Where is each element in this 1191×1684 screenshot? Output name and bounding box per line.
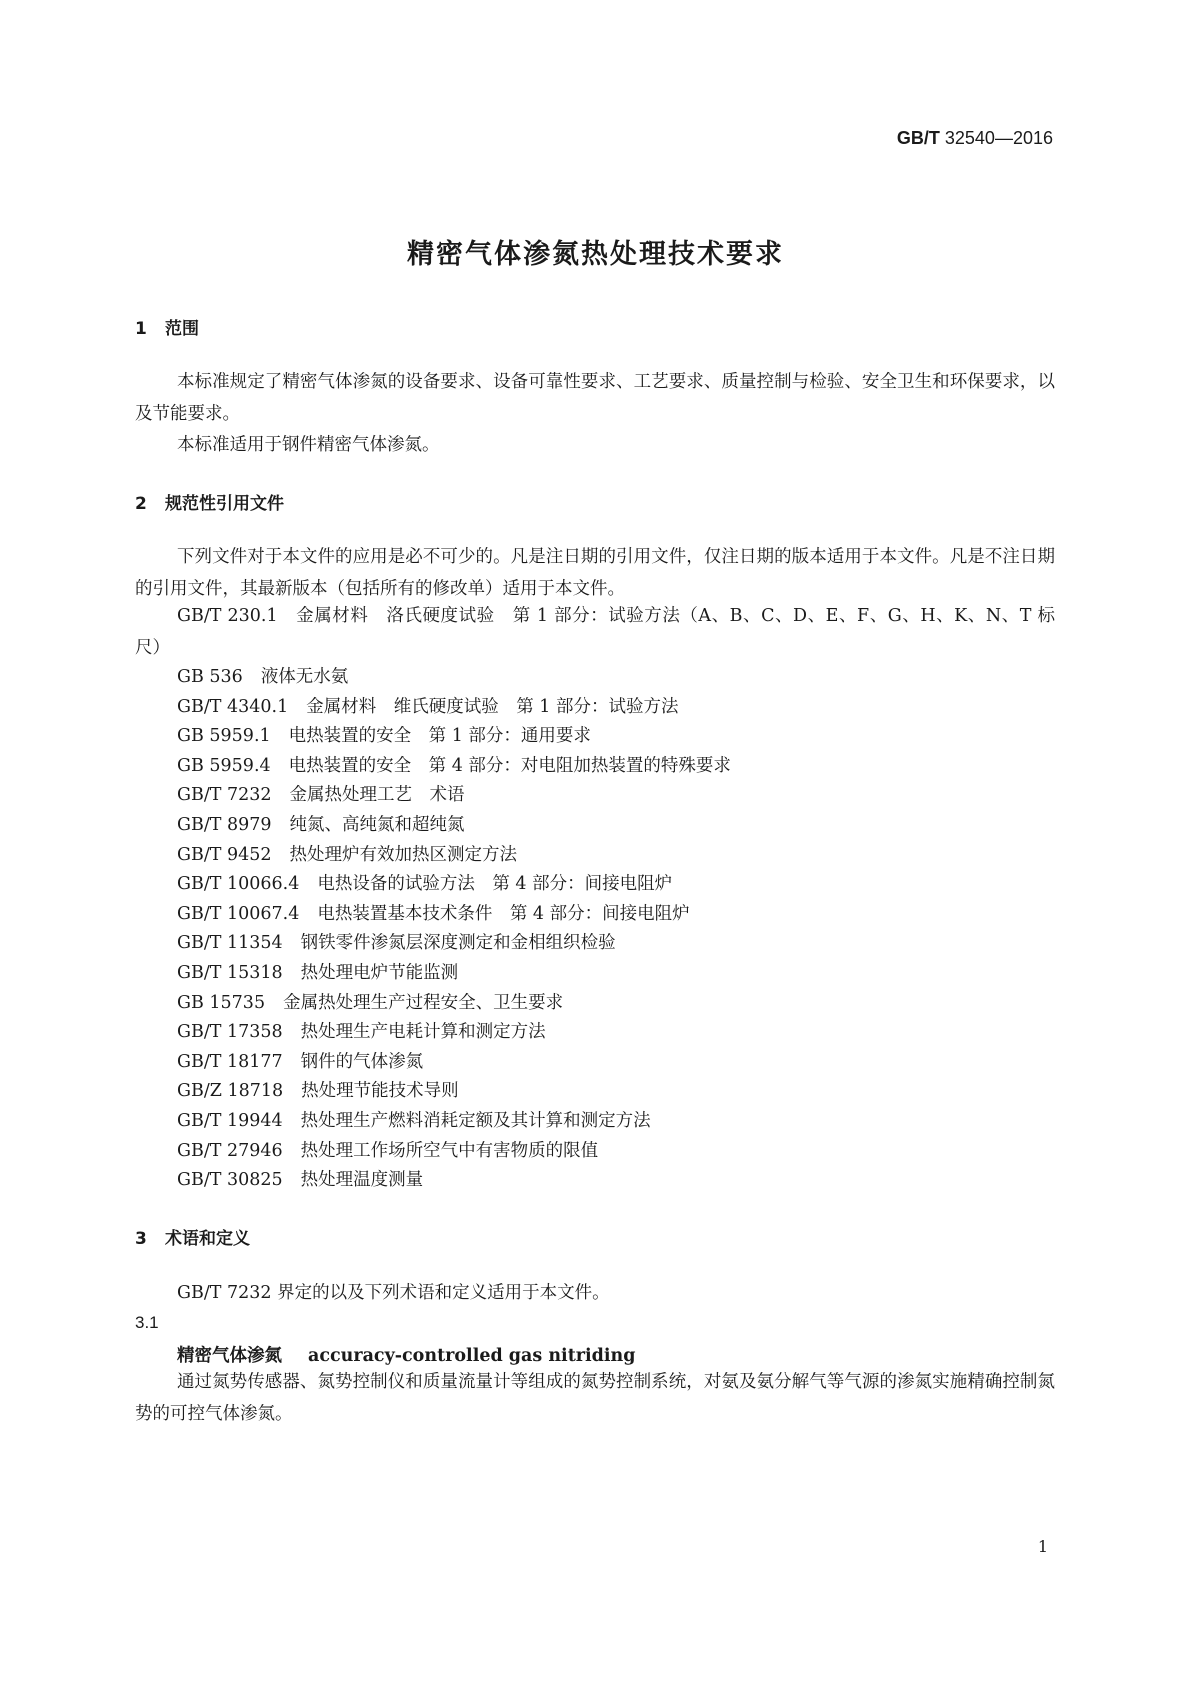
reference-title: 电热装置的安全 第 1 部分：通用要求 xyxy=(288,726,591,747)
reference-title: 热处理节能技术导则 xyxy=(301,1081,459,1102)
reference-title: 液体无水氨 xyxy=(260,667,349,687)
standard-number xyxy=(897,128,1053,149)
reference-code: GB/T 18177 xyxy=(177,1051,283,1072)
reference-title: 热处理电炉节能监测 xyxy=(300,963,459,983)
reference-title: 热处理生产燃料消耗定额及其计算和测定方法 xyxy=(300,1111,651,1131)
reference-item xyxy=(177,1135,598,1167)
reference-item xyxy=(177,809,465,841)
reference-code: GB 536 xyxy=(177,667,243,687)
reference-item xyxy=(177,750,731,782)
reference-code: GB 5959.1 xyxy=(177,726,271,747)
reference-code: GB/T 4340.1 xyxy=(177,696,289,717)
reference-code: GB/T 19944 xyxy=(177,1111,283,1131)
section-heading-terms: 3 术语和定义 xyxy=(135,1229,250,1249)
reference-title: 钢铁零件渗氮层深度测定和金相组织检验 xyxy=(300,933,616,954)
scope-paragraph-2: 本标准适用于钢件精密气体渗氮。 xyxy=(177,435,440,455)
reference-code: GB 5959.4 xyxy=(177,755,271,776)
reference-code: GB/T 11354 xyxy=(177,933,283,954)
reference-code: GB/T 9452 xyxy=(177,844,272,865)
reference-code: GB/T 15318 xyxy=(177,963,283,983)
term-chinese: 精密气体渗氮 xyxy=(177,1346,282,1366)
reference-title: 热处理生产电耗计算和测定方法 xyxy=(300,1022,546,1043)
reference-item xyxy=(177,1016,546,1048)
reference-title: 金属热处理生产过程安全、卫生要求 xyxy=(283,992,564,1013)
reference-item xyxy=(177,691,678,723)
term-heading xyxy=(177,1342,636,1367)
reference-item xyxy=(177,1046,423,1078)
reference-title: 纯氮、高纯氮和超纯氮 xyxy=(289,815,465,835)
section-heading-scope: 1 范围 xyxy=(135,319,199,339)
reference-code: GB/T 7232 xyxy=(177,785,272,806)
document-title: 精密气体渗氮热处理技术要求 xyxy=(407,239,784,270)
term-english: accuracy-controlled gas nitriding xyxy=(308,1346,636,1366)
standard-prefix: GB/T xyxy=(896,128,940,148)
standard-code: 32540—2016 xyxy=(944,128,1053,148)
reference-item xyxy=(177,957,458,989)
term-definition: 通过氮势传感器、氮势控制仪和质量流量计等组成的氮势控制系统，对氨及氨分解气等气源的渗氮实施精确控制氮势的可控气体渗氮。 xyxy=(135,1372,1055,1424)
clause-number: 3.1 xyxy=(135,1313,159,1332)
reference-code: GB/Z 18718 xyxy=(177,1081,284,1102)
reference-title: 电热设备的试验方法 第 4 部分：间接电阻炉 xyxy=(317,874,673,895)
reference-code: GB/T 27946 xyxy=(177,1140,283,1161)
reference-item xyxy=(177,1105,651,1137)
reference-code: GB/T 10067.4 xyxy=(177,903,300,924)
reference-item xyxy=(177,987,563,1019)
reference-title: 热处理炉有效加热区测定方法 xyxy=(289,844,518,865)
reference-code: GB/T 17358 xyxy=(177,1022,283,1043)
reference-code: GB/T 8979 xyxy=(177,815,272,835)
reference-item xyxy=(177,839,517,871)
reference-title: 金属材料 维氏硬度试验 第 1 部分：试验方法 xyxy=(306,696,679,717)
section-heading-normative-references: 2 规范性引用文件 xyxy=(135,494,284,514)
scope-paragraph-1: 本标准规定了精密气体渗氮的设备要求、设备可靠性要求、工艺要求、质量控制与检验、安全卫生和环保要求，以及节能要求。 xyxy=(135,372,1055,424)
reference-item xyxy=(177,720,591,752)
reference-item xyxy=(177,779,465,811)
reference-code: GB/T 30825 xyxy=(177,1170,283,1191)
reference-code: GB 15735 xyxy=(177,992,266,1013)
reference-item xyxy=(177,868,672,900)
reference-item xyxy=(177,1164,423,1196)
reference-item xyxy=(177,898,690,930)
reference-title: 电热装置的安全 第 4 部分：对电阻加热装置的特殊要求 xyxy=(288,755,731,776)
reference-item xyxy=(177,661,348,693)
reference-title: 钢件的气体渗氮 xyxy=(300,1051,424,1072)
reference-code: GB/T 10066.4 xyxy=(177,874,300,895)
page-number: 1 xyxy=(1037,1537,1048,1556)
normative-intro: 下列文件对于本文件的应用是必不可少的。凡是注日期的引用文件，仅注日期的版本适用于本文件。凡是不注日期的引用文件，其最新版本（包括所有的修改单）适用于本文件。 xyxy=(135,547,1055,599)
reference-title: 热处理温度测量 xyxy=(300,1170,424,1191)
reference-item xyxy=(177,1075,459,1107)
reference-item: GB/T 230.1 金属材料 洛氏硬度试验 第 1 部分：试验方法（A、B、C、D、E、F、G、H、K、N、T 标尺） xyxy=(135,606,1055,658)
reference-title: 金属热处理工艺 术语 xyxy=(289,785,465,806)
terms-intro: GB/T 7232 界定的以及下列术语和定义适用于本文件。 xyxy=(177,1283,610,1303)
reference-item xyxy=(177,927,616,959)
reference-title: 电热装置基本技术条件 第 4 部分：间接电阻炉 xyxy=(317,903,690,924)
reference-title: 热处理工作场所空气中有害物质的限值 xyxy=(300,1140,599,1161)
